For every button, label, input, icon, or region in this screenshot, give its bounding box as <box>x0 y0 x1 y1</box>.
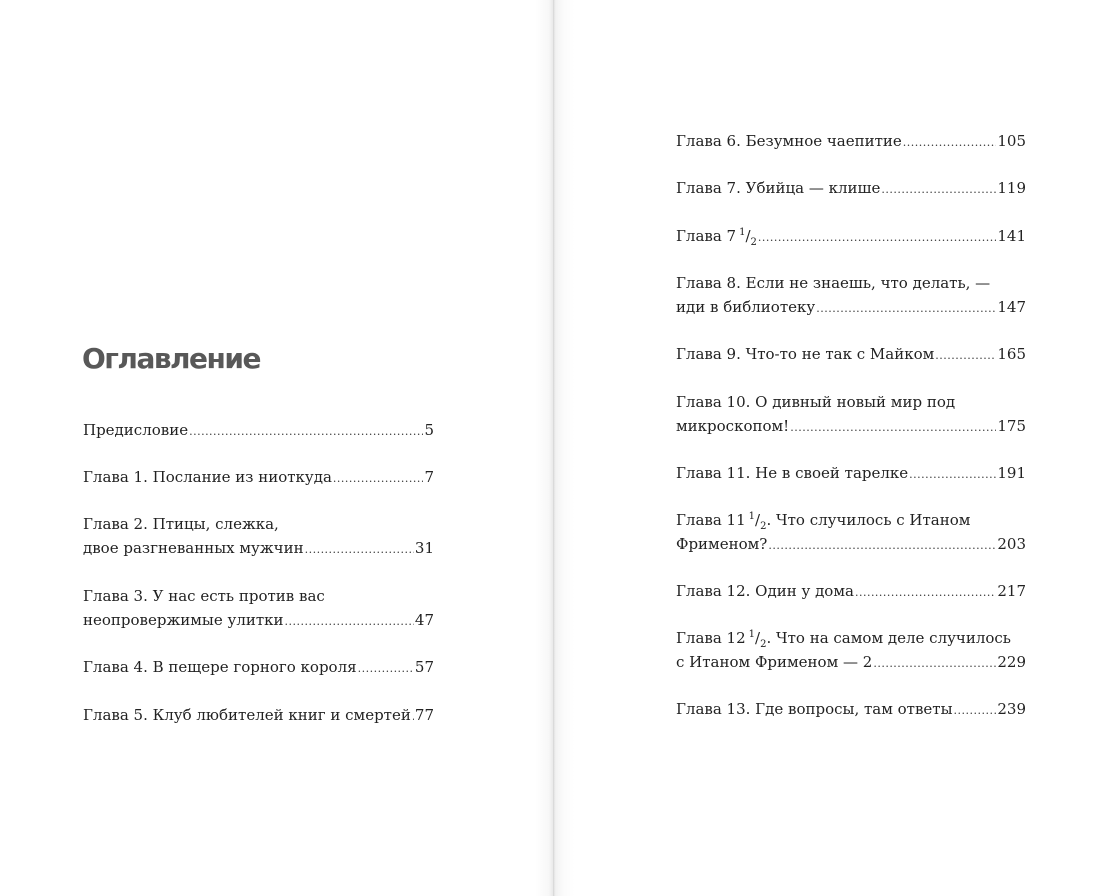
fraction-denominator: 2 <box>760 639 767 650</box>
dot-leader <box>412 705 414 729</box>
entry-title: Глава 10. О дивный новый мир под <box>676 393 956 411</box>
toc-entry[interactable] <box>676 224 1026 250</box>
page-number: 119 <box>997 179 1026 197</box>
page-number: 203 <box>997 535 1026 553</box>
page-number: 7 <box>424 468 434 486</box>
dot-leader <box>358 657 414 681</box>
toc-entry[interactable] <box>676 390 1026 440</box>
dot-leader <box>790 416 996 440</box>
fraction-numerator: 1 <box>748 629 756 640</box>
page-number: 229 <box>997 653 1026 671</box>
toc-entry[interactable] <box>676 508 1026 558</box>
entry-title-cont: неопровержимые улитки <box>83 611 284 629</box>
dot-leader <box>305 538 414 562</box>
dot-leader <box>873 652 996 676</box>
dot-leader <box>768 534 996 558</box>
toc-entry[interactable] <box>676 697 1026 723</box>
entry-title-cont: микроскопом! <box>676 417 790 435</box>
dot-leader <box>903 131 997 155</box>
gutter-divider <box>553 0 554 896</box>
fraction-numerator: 1 <box>739 227 746 238</box>
dot-leader <box>954 699 997 723</box>
fraction-denominator: 2 <box>760 521 767 532</box>
page-number: 5 <box>424 421 434 439</box>
page-number: 175 <box>997 417 1026 435</box>
page-number: 31 <box>414 539 434 557</box>
page-number: 239 <box>997 700 1026 718</box>
entry-title: Глава 4. В пещере горного короля <box>83 658 357 676</box>
toc-entry[interactable] <box>676 271 1026 321</box>
fraction-slash: / <box>755 629 761 647</box>
fraction-denominator: 2 <box>750 237 757 248</box>
entry-suffix: . Что на самом деле случилось <box>766 629 1011 647</box>
entry-title: Глава 5. Клуб любителей книг и смертей <box>83 706 411 724</box>
fraction-half <box>748 511 767 532</box>
entry-title: Глава 3. У нас есть против вас <box>83 587 325 605</box>
page-number: 165 <box>997 345 1026 363</box>
entry-title: Глава 6. Безумное чаепитие <box>676 132 902 150</box>
entry-title: Глава 9. Что-то не так с Майком <box>676 345 935 363</box>
toc-entry[interactable] <box>676 176 1026 202</box>
entry-title: Глава 7. Убийца — клише <box>676 179 881 197</box>
page-number: 141 <box>997 227 1026 245</box>
dot-leader <box>333 467 424 491</box>
entry-title <box>676 508 970 532</box>
page-number: 191 <box>997 464 1026 482</box>
dot-leader <box>758 226 996 250</box>
toc-entry[interactable] <box>676 626 1026 676</box>
entry-prefix: Глава 7 <box>676 227 737 245</box>
fraction-half <box>739 227 757 248</box>
dot-leader <box>285 610 414 634</box>
toc-entry[interactable] <box>83 465 434 491</box>
fraction-numerator: 1 <box>748 511 756 522</box>
page-number: 47 <box>414 611 434 629</box>
entry-title: Глава 12. Один у дома <box>676 582 854 600</box>
toc-entry[interactable] <box>83 584 434 634</box>
entry-title: Глава 8. Если не знаешь, что делать, — <box>676 274 991 292</box>
entry-title <box>676 224 757 248</box>
entry-title-cont: двое разгневанных мужчин <box>83 539 304 557</box>
dot-leader <box>189 420 423 444</box>
entry-title <box>676 626 1011 650</box>
entry-title-cont: Фрименом? <box>676 535 768 553</box>
toc-entry[interactable] <box>676 342 1026 368</box>
entry-title: Предисловие <box>83 421 189 439</box>
fraction-half <box>748 629 767 650</box>
toc-entry[interactable] <box>676 129 1026 155</box>
toc-entry[interactable] <box>83 703 434 729</box>
toc-entry[interactable] <box>676 461 1026 487</box>
entry-prefix: Глава 12 <box>676 629 746 647</box>
toc-entry[interactable] <box>83 655 434 681</box>
entry-suffix: . Что случилось с Итаном <box>766 511 971 529</box>
entry-title: Глава 1. Послание из ниоткуда <box>83 468 332 486</box>
dot-leader <box>881 178 996 202</box>
left-page <box>0 0 554 896</box>
page-number: 217 <box>997 582 1026 600</box>
dot-leader <box>909 463 996 487</box>
dot-leader <box>855 581 996 605</box>
dot-leader <box>816 297 996 321</box>
entry-title: Глава 13. Где вопросы, там ответы <box>676 700 953 718</box>
page-number: 57 <box>414 658 434 676</box>
right-page <box>554 0 1110 896</box>
page-number: 147 <box>997 298 1026 316</box>
fraction-slash: / <box>745 227 751 245</box>
entry-title-cont: с Итаном Фрименом — 2 <box>676 653 873 671</box>
entry-title: Глава 2. Птицы, слежка, <box>83 515 279 533</box>
toc-entry[interactable] <box>676 579 1026 605</box>
toc-entry[interactable] <box>83 512 434 562</box>
entry-prefix: Глава 11 <box>676 511 746 529</box>
entry-title-cont: иди в библиотеку <box>676 298 816 316</box>
fraction-slash: / <box>755 511 761 529</box>
dot-leader <box>935 344 996 368</box>
page-number: 105 <box>997 132 1026 150</box>
toc-title: Оглавление <box>82 342 261 375</box>
toc-entry[interactable] <box>83 418 434 444</box>
page-number: 77 <box>414 706 434 724</box>
entry-title: Глава 11. Не в своей тарелке <box>676 464 909 482</box>
